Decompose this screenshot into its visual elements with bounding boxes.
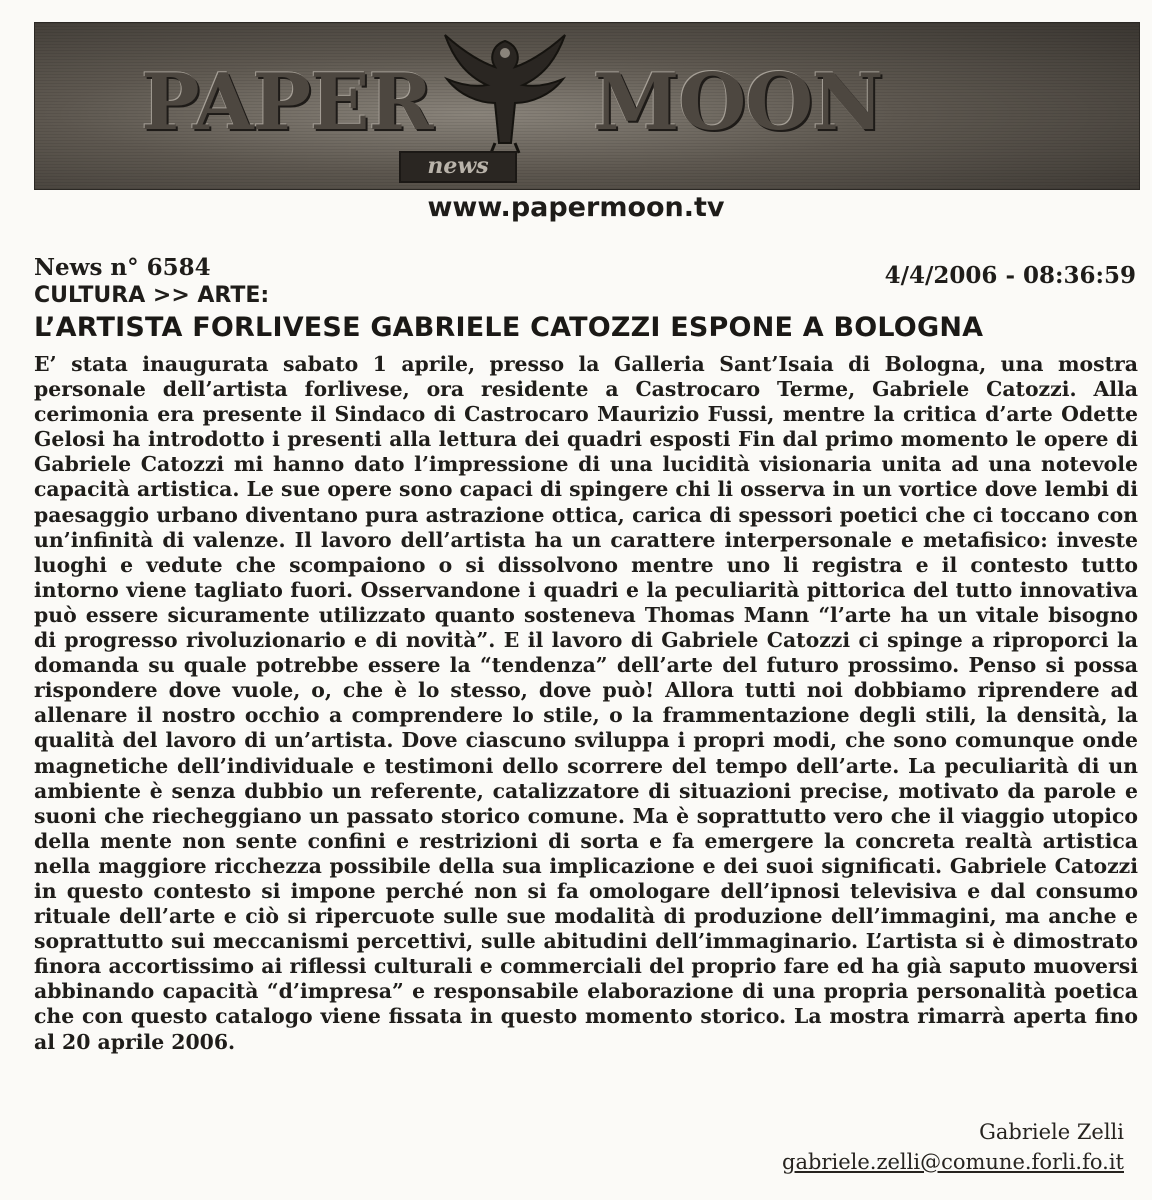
publish-datetime: 4/4/2006 - 08:36:59 bbox=[884, 262, 1136, 289]
article-body: E’ stata inaugurata sabato 1 aprile, presso la Galleria Sant’Isaia di Bologna, una mostra personale dell’artista forlivese, ora residente a Castrocaro Terme, Gabriele Catozzi. Alla cerimonia era presente il Sindaco di Castrocaro Maurizio Fussi, mentre la critica d’arte Odette Gelosi ha introdotto i presenti alla lettura dei quadri esposti Fin dal primo momento le opere di Gabriele Catozzi mi hanno dato l’impressione di una lucidità visionaria unita ad una notevole capacità artistica. Le sue opere sono capaci di spingere chi li osserva in un vortice dove lembi di paesaggio urbano diventano pura astrazione ottica, carica di spessori poetici che ci toccano con un’infinità di valenze. Il lavoro dell’artista ha un carattere interpersonale e metafisico: investe luoghi e vedute che scompaiono o si dissolvono mentre uno li registra e il contesto tutto intorno viene tagliato fuori. Osservandone i quadri e la peculiarità pittorica del tutto innovativa può essere sicuramente utilizzato quanto sosteneva Thomas Mann “l’arte ha un vitale bisogno di progresso rivoluzionario e di novità”. E il lavoro di Gabriele Catozzi ci spinge a riproporci la domanda su quale potrebbe essere la “tendenza” dell’arte del futuro prossimo. Penso si possa rispondere dove vuole, o, che è lo stesso, dove può! Allora tutti noi dobbiamo riprendere ad allenare il nostro occhio a comprendere lo stile, o la frammentazione degli stili, la densità, la qualità del lavoro di un’artista. Dove ciascuno sviluppa i propri modi, che sono comunque onde magnetiche dell’individuale e testimoni dello scorrere del tempo dell’arte. La peculiarità di un ambiente è senza dubbio un referente, catalizzatore di situazioni precise, motivato da parole e suoni che riecheggiano un passato storico comune. Ma è soprattutto vero che il viaggio utopico della mente non sente confini e restrizioni di sorta e fa emergere la concreta realtà artistica nella maggiore ricchezza possibile della sua implicazione e dei suoi significati. Gabriele Catozzi in questo contesto si impone perché non si fa omologare dell’ipnosi televisiva e dal consumo rituale dell’arte e ciò si ripercuote sulle sue modalità di produzione dell’immagini, ma anche e soprattutto sui meccanismi percettivi, sulle abitudini dell’immaginario. L’artista si è dimostrato finora accortissimo ai riflessi culturali e commerciali del proprio fare ed ha già saputo muoversi abbinando capacità “d’impresa” e responsabile elaborazione di una propria personalità poetica che con questo catalogo viene fissata in questo momento storico. La mostra rimarrà aperta fino al 20 aprile 2006. bbox=[34, 352, 1138, 1054]
masthead-word-moon: MOON bbox=[593, 57, 883, 148]
masthead-news-badge: news bbox=[399, 151, 517, 183]
article-headline: L’ARTISTA FORLIVESE GABRIELE CATOZZI ESPONE A BOLOGNA bbox=[34, 312, 984, 343]
site-url[interactable]: www.papermoon.tv bbox=[427, 192, 725, 223]
author-email-link[interactable]: gabriele.zelli@comune.forli.fo.it bbox=[782, 1150, 1124, 1174]
news-number: News n° 6584 bbox=[34, 254, 211, 281]
author-name: Gabriele Zelli bbox=[979, 1120, 1124, 1144]
masthead-banner bbox=[34, 22, 1140, 190]
category-breadcrumb: CULTURA >> ARTE: bbox=[34, 283, 270, 308]
masthead-word-paper: PAPER bbox=[141, 57, 433, 148]
